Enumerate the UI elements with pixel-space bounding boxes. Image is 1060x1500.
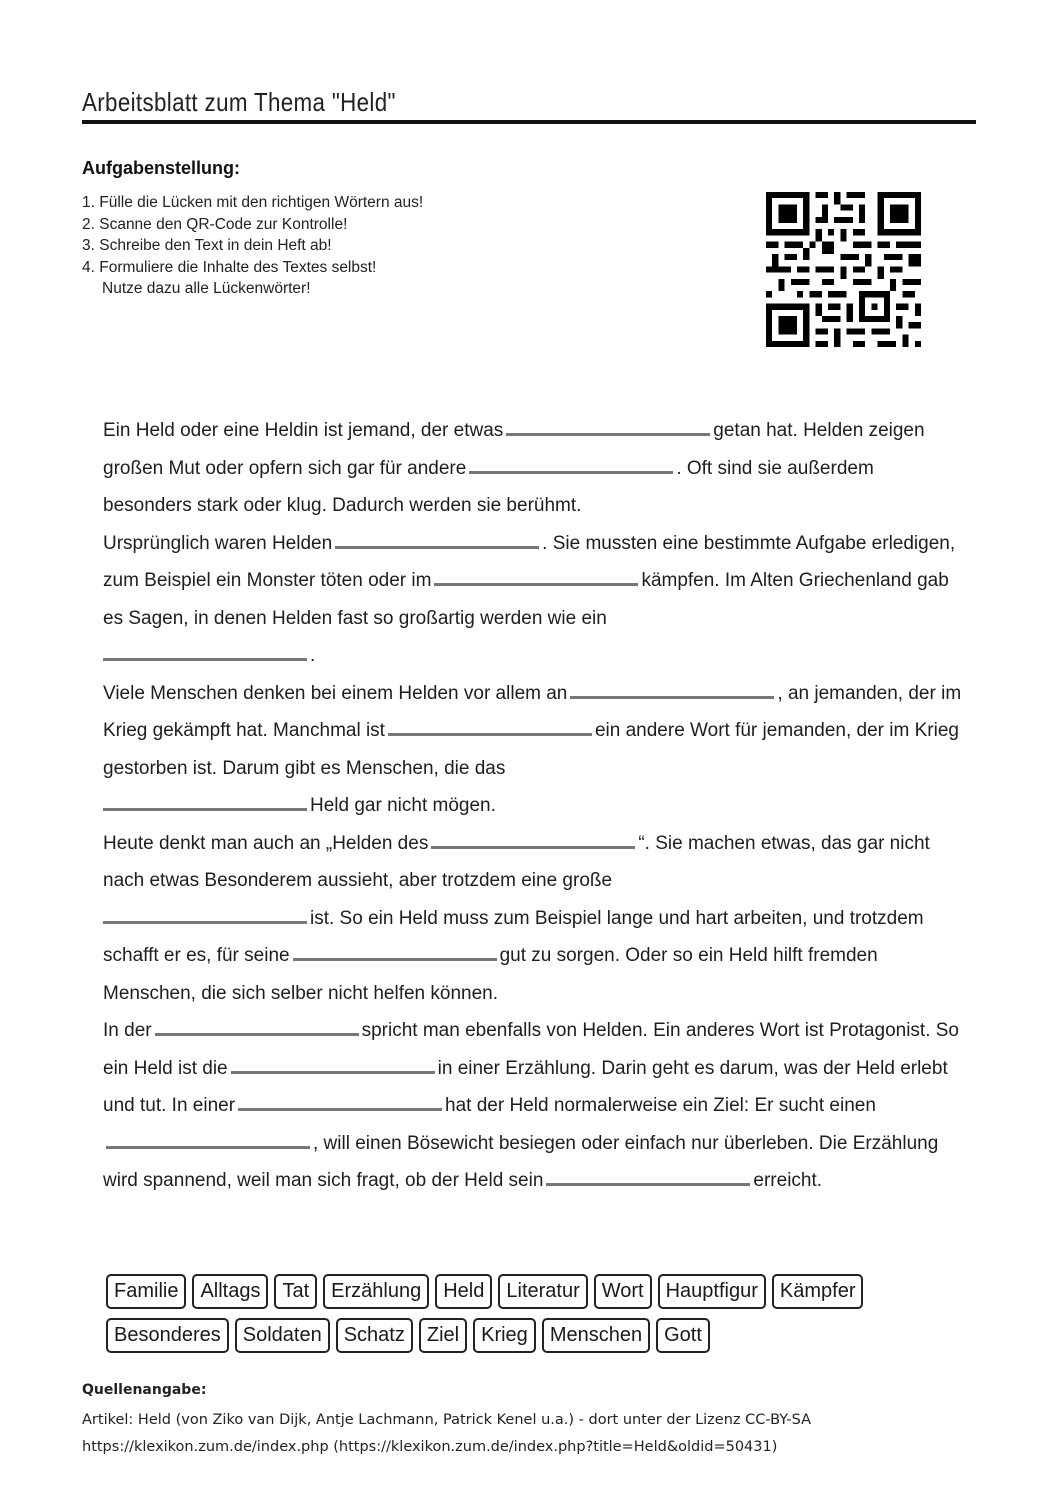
paragraph: Viele Menschen denken bei einem Helden vor allem an , an jemanden, der im Krieg gekämpft hat. Manchmal ist ein andere Wort für jemanden, der im Krieg gestorben ist. Darum gibt es Menschen, die das Held gar nicht mögen. xyxy=(103,675,963,825)
word-chip[interactable]: Hauptfigur xyxy=(658,1274,766,1309)
blank-input[interactable] xyxy=(570,676,774,699)
task-list xyxy=(82,192,423,300)
blank-input[interactable] xyxy=(546,1163,750,1186)
task-item: 3. Schreibe den Text in dein Heft ab! xyxy=(82,237,332,254)
blank-input[interactable] xyxy=(469,451,673,474)
word-chip[interactable]: Schatz xyxy=(336,1318,413,1353)
blank-input[interactable] xyxy=(335,526,539,549)
paragraph: In der spricht man ebenfalls von Helden. Ein anderes Wort ist Protagonist. So ein Held ist die in einer Erzählung. Darin geht es darum, was der Held erlebt und tut. In einer hat der Held normalerweise ein Ziel: Er sucht einen, will einen Bösewicht besiegen oder einfach nur überleben. Die Erzählung wird spannend, weil man sich fragt, ob der Held sein erreicht. xyxy=(103,1012,963,1200)
word-bank xyxy=(106,1274,906,1362)
word-chip[interactable]: Tat xyxy=(274,1274,317,1309)
word-chip[interactable]: Wort xyxy=(594,1274,652,1309)
task-item: 4. Formuliere die Inhalte des Textes selbst! xyxy=(82,258,377,276)
word-bank-row xyxy=(106,1274,906,1309)
sources-heading: Quellenangabe: xyxy=(82,1382,207,1398)
task-item: 1. Fülle die Lücken mit den richtigen Wörtern aus! xyxy=(82,194,424,211)
task-item: Nutze dazu alle Lückenwörter! xyxy=(102,280,311,297)
word-chip[interactable]: Alltags xyxy=(192,1274,268,1309)
cloze-text xyxy=(103,412,963,1200)
blank-input[interactable] xyxy=(238,1088,442,1111)
task-heading: Aufgabenstellung: xyxy=(82,158,240,178)
blank-input[interactable] xyxy=(434,563,638,586)
source-article: Artikel: Held (von Ziko van Dijk, Antje Lachmann, Patrick Kenel u.a.) - dort unter der Lizenz CC-BY-SA xyxy=(82,1412,812,1428)
word-chip[interactable]: Erzählung xyxy=(323,1274,429,1309)
blank-input[interactable] xyxy=(431,826,635,849)
word-chip[interactable]: Besonderes xyxy=(106,1318,229,1353)
paragraph: Heute denkt man auch an „Helden des “. Sie machen etwas, das gar nicht nach etwas Besonderem aussieht, aber trotzdem eine große ist. So ein Held muss zum Beispiel lange und hart arbeiten, und trotzdem schafft er es, für seine gut zu sorgen. Oder so ein Held hilft fremden Menschen, die sich selber nicht helfen können. xyxy=(103,825,963,1013)
word-chip[interactable]: Kämpfer xyxy=(772,1274,864,1309)
page-title: Arbeitsblatt zum Thema "Held" xyxy=(82,84,976,124)
paragraph: Ursprünglich waren Helden . Sie mussten eine bestimmte Aufgabe erledigen, zum Beispiel ein Monster töten oder im kämpfen. Im Alten Griechenland gab es Sagen, in denen Helden fast so großartig werden wie ein . xyxy=(103,525,963,675)
word-chip[interactable]: Soldaten xyxy=(235,1318,330,1353)
word-chip[interactable]: Literatur xyxy=(498,1274,587,1309)
word-chip[interactable]: Ziel xyxy=(419,1318,467,1353)
blank-input[interactable] xyxy=(103,901,307,924)
blank-input[interactable] xyxy=(231,1051,435,1074)
sources xyxy=(82,1382,811,1466)
blank-input[interactable] xyxy=(103,638,307,661)
word-chip[interactable]: Held xyxy=(435,1274,492,1309)
paragraph: Ein Held oder eine Heldin ist jemand, der etwas getan hat. Helden zeigen großen Mut oder opfern sich gar für andere . Oft sind sie außerdem besonders stark oder klug. Dadurch werden sie berühmt. xyxy=(103,412,963,525)
word-chip[interactable]: Menschen xyxy=(542,1318,650,1353)
task-item: 2. Scanne den QR-Code zur Kontrolle! xyxy=(82,215,348,233)
word-bank-row xyxy=(106,1318,906,1353)
word-chip[interactable]: Gott xyxy=(656,1318,710,1353)
blank-input[interactable] xyxy=(293,938,497,961)
word-chip[interactable]: Familie xyxy=(106,1274,186,1309)
blank-input[interactable] xyxy=(155,1013,359,1036)
blank-input[interactable] xyxy=(506,413,710,436)
word-chip[interactable]: Krieg xyxy=(473,1318,536,1353)
blank-input[interactable] xyxy=(388,713,592,736)
blank-input[interactable] xyxy=(106,1126,310,1149)
qr-code-icon[interactable] xyxy=(766,192,921,347)
source-url[interactable]: https://klexikon.zum.de/index.php (https://klexikon.zum.de/index.php?title=Held&oldid=50431) xyxy=(82,1439,778,1455)
blank-input[interactable] xyxy=(103,788,307,811)
